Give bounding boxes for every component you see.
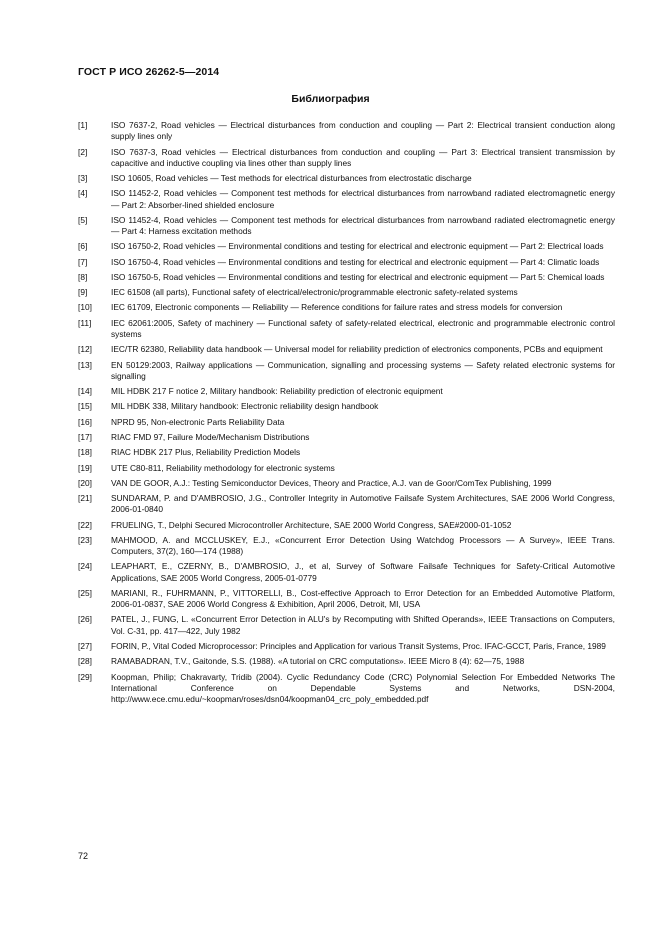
reference-number: [3] bbox=[78, 173, 88, 183]
reference-number: [20] bbox=[78, 477, 92, 488]
reference-text: ISO 10605, Road vehicles — Test methods for electrical disturbances from electrostatic discharge bbox=[111, 173, 472, 183]
reference-text: IEC/TR 62380, Reliability data handbook — Universal model for reliability prediction of electronics components, PCBs and equipment bbox=[111, 344, 603, 355]
reference-number: [12] bbox=[78, 344, 92, 355]
reference-text: LEAPHART, E., CZERNY, B., D'AMBROSIO, J., et al, Survey of Software Failsafe Techniques for Safety-Critical Automotive Applications, SAE 2005 World Congress, 2005-01-0779 bbox=[111, 561, 615, 583]
reference-entry bbox=[78, 360, 615, 382]
reference-number: [6] bbox=[78, 241, 88, 252]
reference-number: [2] bbox=[78, 146, 88, 157]
reference-number: [16] bbox=[78, 416, 92, 427]
reference-number: [10] bbox=[78, 302, 92, 313]
reference-entry bbox=[78, 302, 615, 313]
reference-number: [25] bbox=[78, 587, 92, 598]
reference-entry bbox=[78, 447, 615, 458]
reference-number: [1] bbox=[78, 120, 88, 130]
reference-text: Koopman, Philip; Chakravarty, Tridib (2004). Cyclic Redundancy Code (CRC) Polynomial Selection For Embedded Networks The International Conference on Dependable Systems and Networks, DSN-2004, http://www.ece.cmu.edu/~koopman/roses/dsn04/koopman04_crc_poly_embedded.pdf bbox=[111, 671, 615, 704]
reference-text: IEC 61508 (all parts), Functional safety of electrical/electronic/programmable electronic safety-related systems bbox=[111, 287, 518, 298]
reference-number: [9] bbox=[78, 287, 88, 298]
reference-text: SUNDARAM, P. and D'AMBROSIO, J.G., Controller Integrity in Automotive Failsafe System Architectures, SAE 2006 World Congress, 2006-01-0840 bbox=[111, 493, 615, 515]
reference-entry bbox=[78, 417, 615, 428]
reference-number: [29] bbox=[78, 671, 92, 682]
reference-text: IEC 61709, Electronic components — Reliability — Reference conditions for failure rates and stress models for conversion bbox=[111, 302, 563, 313]
reference-entry bbox=[78, 493, 615, 515]
reference-entry bbox=[78, 561, 615, 583]
reference-number: [18] bbox=[78, 447, 92, 458]
reference-text: MAHMOOD, A. and MCCLUSKEY, E.J., «Concurrent Error Detection Using Watchdog Processors — A Survey», IEEE Trans. Computers, 37(2), 160—174 (1988) bbox=[111, 534, 615, 557]
reference-entry bbox=[78, 641, 615, 652]
reference-text: FRUELING, T., Delphi Secured Microcontroller Architecture, SAE 2000 World Congress, SAE#2000-01-1052 bbox=[111, 519, 512, 530]
reference-entry bbox=[78, 173, 615, 184]
reference-entry bbox=[78, 147, 615, 169]
reference-entry bbox=[78, 520, 615, 531]
reference-number: [24] bbox=[78, 561, 92, 572]
reference-number: [19] bbox=[78, 462, 92, 473]
reference-text: MIL HDBK 217 F notice 2, Military handbook: Reliability prediction of electronic equipment bbox=[111, 386, 443, 397]
reference-number: [28] bbox=[78, 656, 92, 667]
bibliography-list bbox=[78, 120, 615, 709]
reference-text: FORIN, P., Vital Coded Microprocessor: Principles and Application for various Transit Systems, Proc. IFAC-GCCT, Paris, France, 1989 bbox=[111, 640, 606, 651]
reference-entry bbox=[78, 344, 615, 355]
reference-entry bbox=[78, 215, 615, 237]
reference-number: [8] bbox=[78, 271, 88, 282]
reference-entry bbox=[78, 318, 615, 340]
reference-text: ISO 16750-5, Road vehicles — Environmental conditions and testing for electrical and electronic equipment — Part 5: Chemical loads bbox=[111, 271, 605, 282]
reference-number: [5] bbox=[78, 214, 88, 225]
reference-entry bbox=[78, 272, 615, 283]
reference-entry bbox=[78, 120, 615, 142]
reference-text: ISO 11452-2, Road vehicles — Component test methods for electrical disturbances from narrowband radiated electromagnetic energy — Part 2: Absorber-lined shielded enclosure bbox=[111, 188, 615, 210]
reference-entry bbox=[78, 478, 615, 489]
reference-number: [13] bbox=[78, 359, 92, 370]
reference-text: VAN DE GOOR, A.J.: Testing Semiconductor Devices, Theory and Practice, A.J. van de Goor/ComTex Publishing, 1999 bbox=[111, 477, 552, 488]
reference-text: UTE C80-811, Reliability methodology for electronic systems bbox=[111, 462, 335, 473]
reference-text: ISO 16750-4, Road vehicles — Environmental conditions and testing for electrical and electronic equipment — Part 4: Climatic loads bbox=[111, 256, 600, 267]
reference-entry bbox=[78, 241, 615, 252]
reference-entry bbox=[78, 535, 615, 557]
reference-entry bbox=[78, 588, 615, 610]
reference-text: MARIANI, R., FUHRMANN, P., VITTORELLI, B., Cost-effective Approach to Error Detection for an Embedded Automotive Platform, 2006-01-0837, SAE 2006 World Congress & Exhibition, April 2006, Detroit, MI, USA bbox=[111, 587, 615, 610]
reference-text: PATEL, J., FUNG, L. «Concurrent Error Detection in ALU's by Recomputing with Shifted Operands», IEEE Transactions on Computers, Vol. C-31, pp. 417—422, July 1982 bbox=[111, 614, 615, 636]
reference-number: [27] bbox=[78, 640, 92, 651]
reference-entry bbox=[78, 672, 615, 706]
reference-entry bbox=[78, 257, 615, 268]
reference-number: [26] bbox=[78, 614, 92, 625]
reference-number: [15] bbox=[78, 401, 92, 412]
reference-number: [11] bbox=[78, 317, 92, 328]
reference-entry bbox=[78, 656, 615, 667]
reference-text: RIAC FMD 97, Failure Mode/Mechanism Distributions bbox=[111, 431, 310, 442]
reference-text: NPRD 95, Non-electronic Parts Reliability Data bbox=[111, 416, 285, 427]
reference-text: ISO 16750-2, Road vehicles — Environmental conditions and testing for electrical and electronic equipment — Part 2: Electrical loads bbox=[111, 241, 604, 252]
reference-text: ISO 7637-3, Road vehicles — Electrical disturbances from conduction and coupling — Part 3: Electrical transient transmission by capacitive and inductive coupling via lines other than supply lines bbox=[111, 146, 615, 168]
reference-entry bbox=[78, 463, 615, 474]
reference-entry bbox=[78, 188, 615, 210]
reference-text: MIL HDBK 338, Military handbook: Electronic reliability design handbook bbox=[111, 401, 379, 412]
reference-number: [22] bbox=[78, 519, 92, 530]
reference-number: [7] bbox=[78, 256, 88, 267]
reference-number: [21] bbox=[78, 493, 92, 504]
standard-header: ГОСТ Р ИСО 26262-5—2014 bbox=[78, 66, 220, 78]
reference-entry bbox=[78, 432, 615, 443]
bibliography-title: Библиография bbox=[291, 93, 370, 105]
reference-number: [17] bbox=[78, 431, 92, 442]
reference-text: RAMABADRAN, T.V., Gaitonde, S.S. (1988). «A tutorial on CRC computations». IEEE Micro 8 (4): 62—75, 1988 bbox=[111, 656, 525, 667]
reference-entry bbox=[78, 287, 615, 298]
reference-text: ISO 11452-4, Road vehicles — Component test methods for electrical disturbances from narrowband radiated electromagnetic energy — Part 4: Harness excitation methods bbox=[111, 214, 615, 236]
reference-entry bbox=[78, 386, 615, 397]
reference-text: IEC 62061:2005, Safety of machinery — Functional safety of safety-related electrical, electronic and programmable electronic control systems bbox=[111, 317, 615, 339]
reference-text: ISO 7637-2, Road vehicles — Electrical disturbances from conduction and coupling — Part 2: Electrical transient conduction along supply lines only bbox=[111, 120, 615, 142]
reference-number: [23] bbox=[78, 534, 92, 545]
reference-entry bbox=[78, 614, 615, 636]
reference-entry bbox=[78, 401, 615, 412]
reference-text: RIAC HDBK 217 Plus, Reliability Prediction Models bbox=[111, 447, 301, 458]
reference-text: EN 50129:2003, Railway applications — Communication, signalling and processing systems — Safety related electronic systems for signalling bbox=[111, 359, 615, 381]
reference-number: [4] bbox=[78, 188, 88, 199]
reference-number: [14] bbox=[78, 386, 92, 397]
page-number: 72 bbox=[78, 851, 89, 861]
